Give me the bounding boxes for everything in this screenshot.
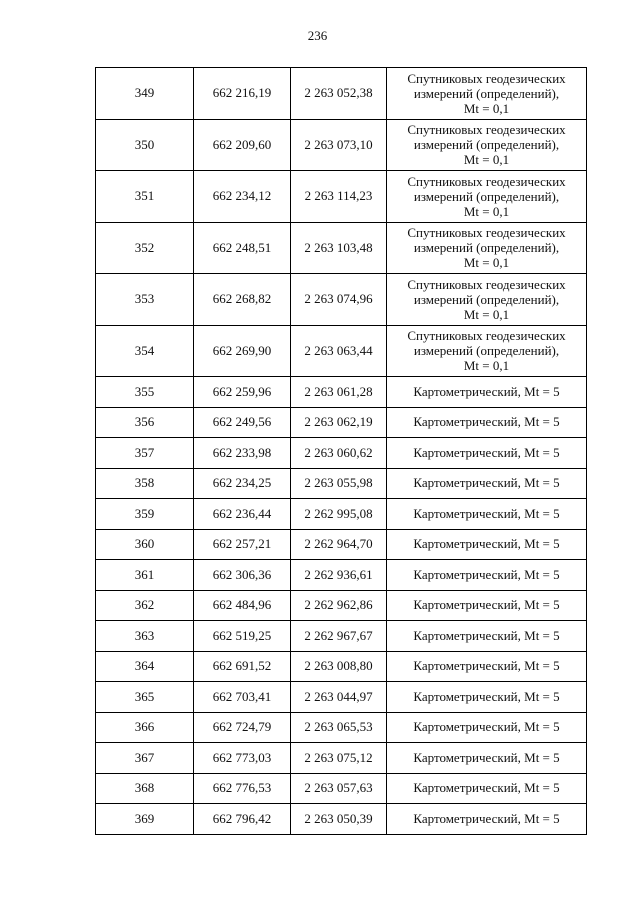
point-number-cell: 358: [96, 468, 194, 499]
table-row: [96, 377, 587, 408]
x-coordinate-cell: 662 269,90: [194, 325, 291, 377]
method-line: измерений (определений),: [413, 137, 560, 153]
point-number-cell: 362: [96, 590, 194, 621]
method-cell: Картометрический, Mt = 5: [387, 468, 587, 499]
method-line: измерений (определений),: [413, 343, 560, 359]
method-cell: Картометрический, Mt = 5: [387, 438, 587, 469]
x-coordinate-cell: 662 796,42: [194, 804, 291, 835]
method-cell: Картометрический, Mt = 5: [387, 560, 587, 591]
method-cell: [387, 325, 587, 377]
page-number: 236: [307, 28, 328, 43]
x-coordinate-cell: 662 209,60: [194, 119, 291, 171]
method-cell: Картометрический, Mt = 5: [387, 712, 587, 743]
table-row: [96, 499, 587, 530]
table-row: [96, 590, 587, 621]
method-cell: [387, 274, 587, 326]
method-cell: Картометрический, Mt = 5: [387, 590, 587, 621]
table-row: [96, 222, 587, 274]
table-row: [96, 325, 587, 377]
point-number-cell: 366: [96, 712, 194, 743]
method-line: измерений (определений),: [413, 188, 560, 204]
x-coordinate-cell: 662 773,03: [194, 743, 291, 774]
x-coordinate-cell: 662 268,82: [194, 274, 291, 326]
method-line: Спутниковых геодезических: [407, 328, 566, 344]
method-line: Спутниковых геодезических: [407, 276, 566, 292]
y-coordinate-cell: 2 262 967,67: [291, 621, 387, 652]
y-coordinate-cell: 2 263 008,80: [291, 651, 387, 682]
coordinates-table-body: [96, 68, 587, 835]
method-line: Mt = 0,1: [463, 100, 510, 116]
method-cell: Картометрический, Mt = 5: [387, 499, 587, 530]
method-cell: [387, 119, 587, 171]
coordinates-table: [95, 67, 587, 835]
method-cell: Картометрический, Mt = 5: [387, 529, 587, 560]
x-coordinate-cell: 662 259,96: [194, 377, 291, 408]
table-row: [96, 438, 587, 469]
y-coordinate-cell: 2 263 063,44: [291, 325, 387, 377]
table-row: [96, 171, 587, 223]
x-coordinate-cell: 662 484,96: [194, 590, 291, 621]
table-row: [96, 560, 587, 591]
point-number-cell: 361: [96, 560, 194, 591]
x-coordinate-cell: 662 724,79: [194, 712, 291, 743]
x-coordinate-cell: 662 248,51: [194, 222, 291, 274]
table-row: [96, 529, 587, 560]
method-line: Mt = 0,1: [463, 152, 510, 168]
y-coordinate-cell: 2 263 061,28: [291, 377, 387, 408]
method-line: измерений (определений),: [413, 240, 560, 256]
table-row: [96, 712, 587, 743]
method-cell: [387, 171, 587, 223]
y-coordinate-cell: 2 263 057,63: [291, 773, 387, 804]
point-number-cell: 367: [96, 743, 194, 774]
x-coordinate-cell: 662 776,53: [194, 773, 291, 804]
point-number-cell: 359: [96, 499, 194, 530]
table-row: [96, 407, 587, 438]
method-cell: [387, 68, 587, 120]
y-coordinate-cell: 2 263 073,10: [291, 119, 387, 171]
method-cell: Картометрический, Mt = 5: [387, 773, 587, 804]
y-coordinate-cell: 2 262 962,86: [291, 590, 387, 621]
x-coordinate-cell: 662 703,41: [194, 682, 291, 713]
method-cell: Картометрический, Mt = 5: [387, 621, 587, 652]
point-number-cell: 369: [96, 804, 194, 835]
table-row: [96, 274, 587, 326]
y-coordinate-cell: 2 263 114,23: [291, 171, 387, 223]
point-number-cell: 368: [96, 773, 194, 804]
y-coordinate-cell: 2 263 103,48: [291, 222, 387, 274]
point-number-cell: 357: [96, 438, 194, 469]
method-cell: Картометрический, Mt = 5: [387, 804, 587, 835]
y-coordinate-cell: 2 263 050,39: [291, 804, 387, 835]
y-coordinate-cell: 2 263 062,19: [291, 407, 387, 438]
method-line: измерений (определений),: [413, 291, 560, 307]
method-cell: [387, 222, 587, 274]
point-number-cell: 352: [96, 222, 194, 274]
table-row: [96, 804, 587, 835]
x-coordinate-cell: 662 257,21: [194, 529, 291, 560]
table-row: [96, 773, 587, 804]
point-number-cell: 365: [96, 682, 194, 713]
table-row: [96, 68, 587, 120]
table-row: [96, 468, 587, 499]
y-coordinate-cell: 2 263 052,38: [291, 68, 387, 120]
x-coordinate-cell: 662 233,98: [194, 438, 291, 469]
y-coordinate-cell: 2 263 074,96: [291, 274, 387, 326]
method-cell: Картометрический, Mt = 5: [387, 377, 587, 408]
method-line: Mt = 0,1: [463, 358, 510, 374]
y-coordinate-cell: 2 262 995,08: [291, 499, 387, 530]
y-coordinate-cell: 2 263 044,97: [291, 682, 387, 713]
x-coordinate-cell: 662 236,44: [194, 499, 291, 530]
x-coordinate-cell: 662 234,25: [194, 468, 291, 499]
y-coordinate-cell: 2 262 964,70: [291, 529, 387, 560]
x-coordinate-cell: 662 249,56: [194, 407, 291, 438]
point-number-cell: 363: [96, 621, 194, 652]
method-line: Спутниковых геодезических: [407, 122, 566, 138]
table-row: [96, 119, 587, 171]
method-cell: Картометрический, Mt = 5: [387, 743, 587, 774]
method-line: Mt = 0,1: [463, 306, 510, 322]
table-row: [96, 682, 587, 713]
point-number-cell: 354: [96, 325, 194, 377]
x-coordinate-cell: 662 519,25: [194, 621, 291, 652]
point-number-cell: 356: [96, 407, 194, 438]
point-number-cell: 351: [96, 171, 194, 223]
method-line: Mt = 0,1: [463, 203, 510, 219]
method-line: измерений (определений),: [413, 85, 560, 101]
table-row: [96, 651, 587, 682]
method-line: Спутниковых геодезических: [407, 173, 566, 189]
method-line: Спутниковых геодезических: [407, 225, 566, 241]
method-cell: Картометрический, Mt = 5: [387, 651, 587, 682]
y-coordinate-cell: 2 263 055,98: [291, 468, 387, 499]
x-coordinate-cell: 662 234,12: [194, 171, 291, 223]
point-number-cell: 355: [96, 377, 194, 408]
method-cell: Картометрический, Mt = 5: [387, 407, 587, 438]
point-number-cell: 364: [96, 651, 194, 682]
method-cell: Картометрический, Mt = 5: [387, 682, 587, 713]
table-row: [96, 621, 587, 652]
y-coordinate-cell: 2 263 075,12: [291, 743, 387, 774]
table-row: [96, 743, 587, 774]
y-coordinate-cell: 2 262 936,61: [291, 560, 387, 591]
point-number-cell: 350: [96, 119, 194, 171]
point-number-cell: 353: [96, 274, 194, 326]
y-coordinate-cell: 2 263 060,62: [291, 438, 387, 469]
x-coordinate-cell: 662 306,36: [194, 560, 291, 591]
method-line: Спутниковых геодезических: [407, 70, 566, 86]
x-coordinate-cell: 662 691,52: [194, 651, 291, 682]
point-number-cell: 349: [96, 68, 194, 120]
point-number-cell: 360: [96, 529, 194, 560]
y-coordinate-cell: 2 263 065,53: [291, 712, 387, 743]
x-coordinate-cell: 662 216,19: [194, 68, 291, 120]
method-line: Mt = 0,1: [463, 255, 510, 271]
